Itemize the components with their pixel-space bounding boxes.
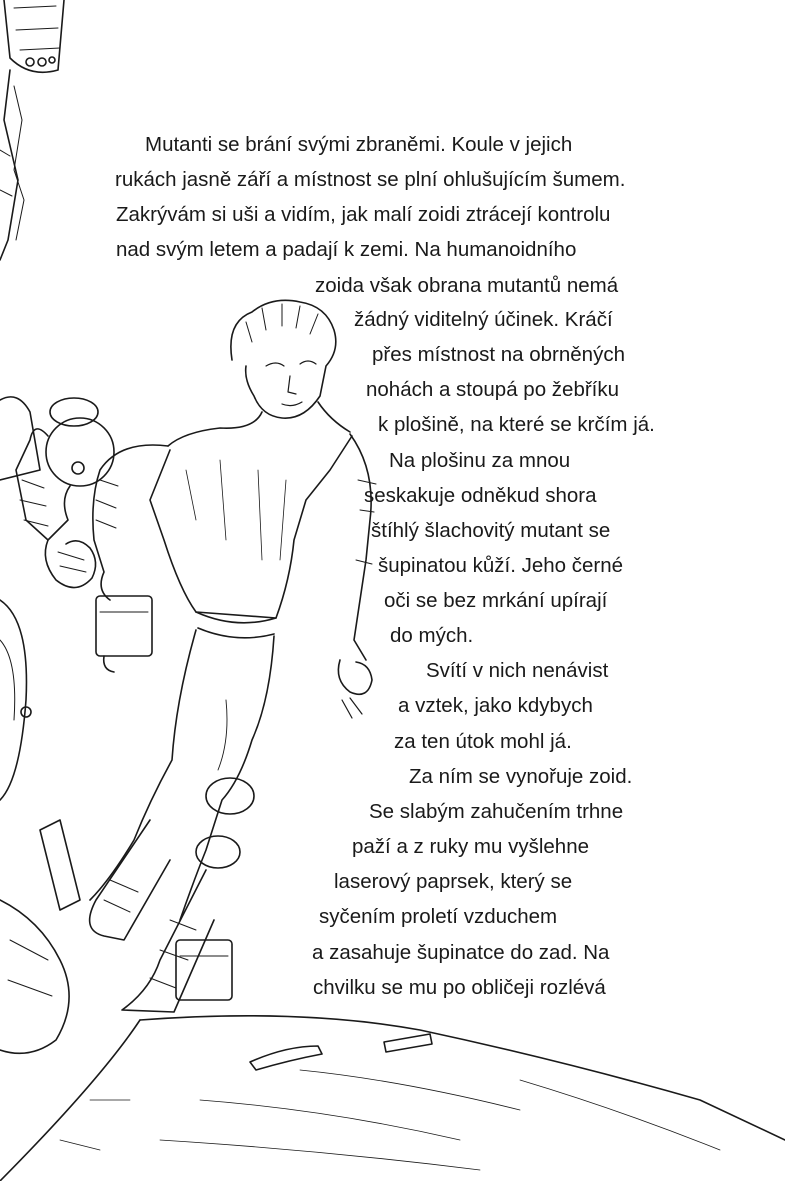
text-line: a zasahuje šupinatce do zad. Na <box>312 941 610 964</box>
fallen-robot-illustration <box>0 820 232 1053</box>
text-line: za ten útok mohl já. <box>394 730 572 753</box>
text-line: Svítí v nich nenávist <box>426 659 609 682</box>
text-line: Se slabým zahučením trhne <box>369 800 624 823</box>
text-line: štíhlý šlachovitý mutant se <box>371 519 611 542</box>
text-line: seskakuje odněkud shora <box>364 484 597 507</box>
text-line: syčením proletí vzduchem <box>319 905 558 928</box>
text-line: Mutanti se brání svými zbraněmi. Koule v jejich <box>145 133 573 156</box>
text-line: žádný viditelný účinek. Kráčí <box>354 308 613 331</box>
text-line: Zakrývám si uši a vidím, jak malí zoidi ztrácejí kontrolu <box>116 203 611 226</box>
text-line: šupinatou kůží. Jeho černé <box>378 554 624 577</box>
text-line: a vztek, jako kdybych <box>398 694 593 717</box>
text-line: chvilku se mu po obličeji rozlévá <box>313 976 606 999</box>
platform-floor-illustration <box>0 1016 785 1181</box>
text-line: Na plošinu za mnou <box>389 449 571 472</box>
text-line: rukách jasně září a místnost se plní ohlušujícím šumem. <box>115 168 626 191</box>
text-line: laserový paprsek, který se <box>334 870 573 893</box>
text-line: přes místnost na obrněných <box>372 343 625 366</box>
text-line: nohách a stoupá po žebříku <box>366 378 620 401</box>
text-line: zoida však obrana mutantů nemá <box>315 274 619 297</box>
text-line: do mých. <box>390 624 474 647</box>
text-line: Za ním se vynořuje zoid. <box>409 765 633 788</box>
robot-leg-illustration <box>0 0 64 260</box>
text-line: k plošině, na které se krčím já. <box>378 413 655 436</box>
text-line: oči se bez mrkání upírají <box>384 589 608 612</box>
text-line: nad svým letem a padají k zemi. Na humanoidního <box>116 238 577 261</box>
text-line: paží a z ruky mu vyšlehne <box>352 835 589 858</box>
